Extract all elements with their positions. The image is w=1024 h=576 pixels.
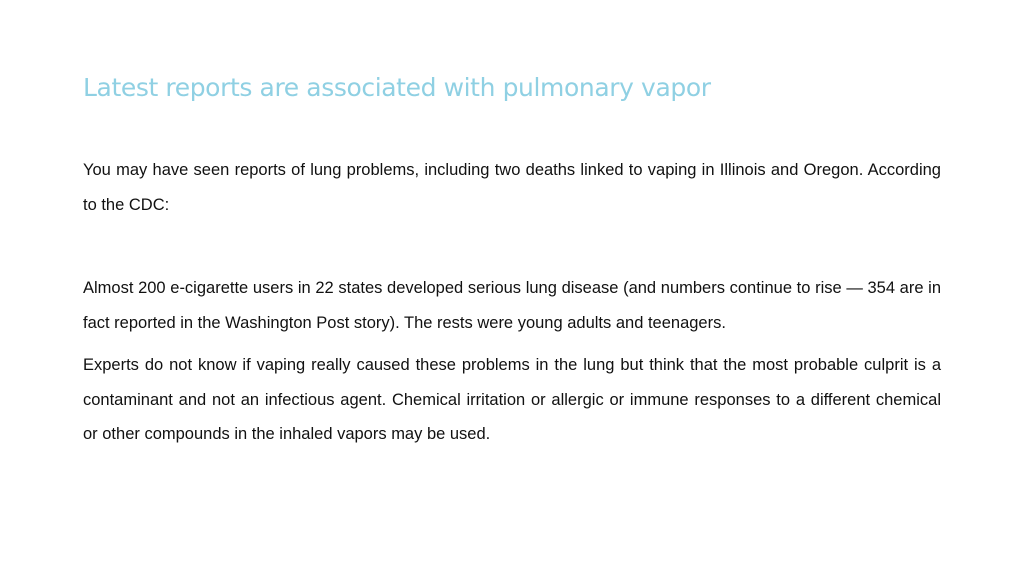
slide-body — [83, 153, 941, 452]
paragraph-intro: You may have seen reports of lung problems, including two deaths linked to vaping in Illinois and Oregon. According to the CDC: — [83, 161, 941, 214]
slide-title: Latest reports are associated with pulmonary vapor — [83, 73, 711, 102]
paragraph-cdc-findings: Almost 200 e-cigarette users in 22 states developed serious lung disease (and numbers continue to rise — 354 are in fact reported in the Washington Post story). The rests were young adults and teenagers. — [83, 279, 941, 332]
paragraph-experts: Experts do not know if vaping really caused these problems in the lung but think that the most probable culprit is a contaminant and not an infectious agent. Chemical irritation or allergic or immune responses to a different chemical or other compounds in the inhaled vapors may be used. — [83, 356, 941, 443]
